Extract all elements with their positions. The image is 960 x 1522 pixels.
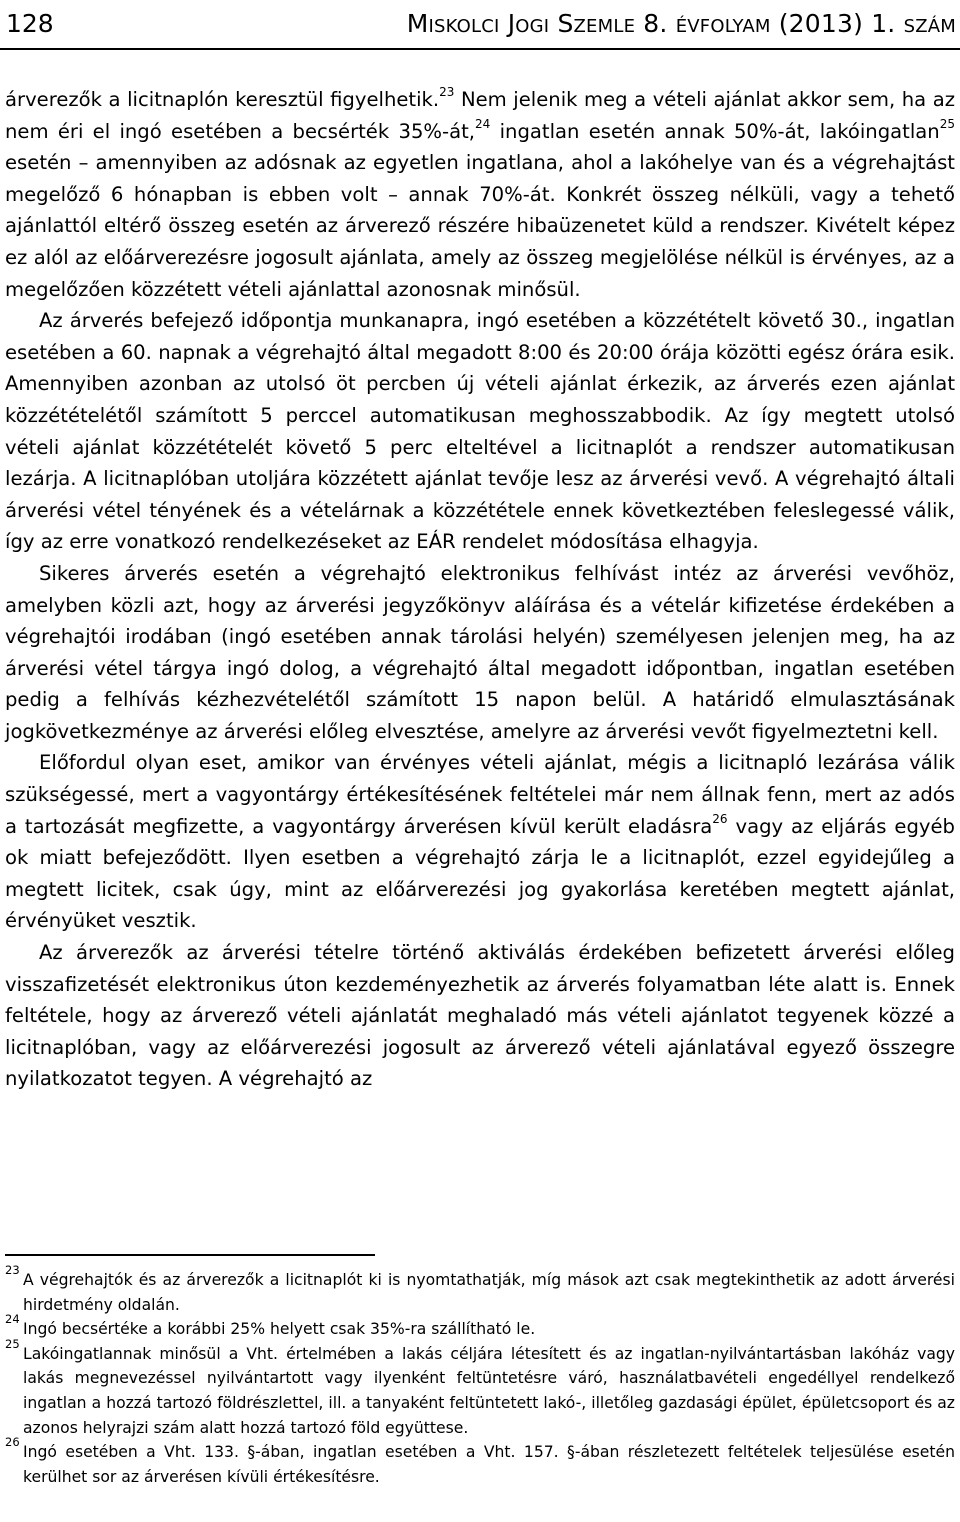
footnote-ref-23: 23 (439, 85, 455, 100)
footnote-number: 26 (5, 1435, 20, 1450)
paragraph-1-text-c: ingatlan esetén annak 50%-át, lakóingatlan (490, 119, 940, 143)
paragraph-4 (5, 747, 955, 937)
paragraph-1-text-b: Nem jelenik meg a vételi ajánlat akkor sem, ha az nem éri el ingó esetében a becsérték 35%-át, (5, 88, 955, 143)
paragraph-1 (5, 84, 955, 305)
footnote-26 (5, 1435, 955, 1489)
footnote-text: A végrehajtók és az árverezők a licitnaplót ki is nyomtathatják, míg mások azt csak megtekinthetik az adott árverési hirdetmény oldalán. (23, 1271, 955, 1314)
paragraph-3: Sikeres árverés esetén a végrehajtó elektronikus felhívást intéz az árverési vevőhöz, amelyben közli azt, hogy az árverési jegyzőkönyv aláírása és a vételár kifizetése érdekében a végrehajtói irodában (ingó esetében annak tárolási helyén) személyesen jelenjen meg, ha az árverési vétel tárgya ingó dolog, a végrehajtó által megadott időpontban, ingatlan esetében pedig a felhívás kézhezvételétől számított 15 napon belül. A határidő elmulasztásának jogkövetkezménye az árverési előleg elvesztése, amelyre az árverési vevőt figyelmeztetni kell. (5, 561, 955, 743)
page-header (6, 4, 956, 44)
footnote-number: 24 (5, 1312, 20, 1327)
footnote-number: 23 (5, 1263, 20, 1277)
footnotes (5, 1263, 955, 1489)
paragraph-1-text-a: árverezők a licitnaplón keresztül figyelhetik. (5, 88, 440, 111)
body-text (5, 84, 955, 1095)
header-rule (0, 48, 960, 50)
footnote-25 (5, 1336, 955, 1440)
footnote-23 (5, 1263, 955, 1317)
paragraph-4-text-a: Előfordul olyan eset, amikor van érvényes vételi ajánlat, mégis a licitnapló lezárása válik szükségessé, mert a vagyontárgy értékesítésének feltételei már nem állnak fenn, mert az adós a tartozását megfizette, a vagyontárgy árverésen kívül került eladásra (5, 751, 955, 838)
footnote-ref-24: 24 (475, 117, 491, 132)
page-number: 128 (6, 9, 54, 38)
footnote-text: Ingó esetében a Vht. 133. §-ában, ingatlan esetében a Vht. 157. §-ában részletezett feltételek teljesülése esetén kerülhet sor az árverésen kívüli értékesítésre. (23, 1443, 955, 1486)
paragraph-5: Az árverezők az árverési tételre történő aktiválás érdekében befizetett árverési előleg visszafizetését elektronikus úton kezdeményezhetik az árverés folyamatban léte alatt is. Ennek feltétele, hogy az árverező vételi ajánlatát meghaladó más vételi ajánlatot tegyenek közzé a licitnaplóban, vagy az előárverezési jogosult az árverező vételi ajánlatával egyező összegre nyilatkozatot tegyen. A végrehajtó az (5, 941, 955, 1091)
footnote-text: Lakóingatlannak minősül a Vht. értelmében a lakás céljára létesített és az ingatlan-nyilvántartásban lakóház vagy lakás megnevezéssel nyilvántartott vagy ilyenként feltüntetésre váró, használatbavételi engedéllyel rendelkező ingatlan a hozzá tartozó földrészlettel, ill. a tanyaként feltüntetett lakó-, illetőleg gazdasági épület, épületcsoport és az azonos helyrajzi szám alatt hozzá tartozó föld együttese. (23, 1344, 955, 1437)
journal-title: Miskolci Jogi Szemle 8. évfolyam (2013) 1. szám (406, 9, 956, 38)
paragraph-4-text-b: vagy az eljárás egyéb ok miatt befejeződött. Ilyen esetben a végrehajtó zárja le a licitnaplót, ezzel egyidejűleg a megtett licitek, csak úgy, mint az előárverezési jog gyakorlása keretében megtett ajánlat, érvényüket vesztik. (5, 814, 955, 933)
footnote-number: 25 (5, 1336, 20, 1351)
paragraph-2: Az árverés befejező időpontja munkanapra, ingó esetében a közzétételt követő 30., ingatlan esetében a 60. napnak a végrehajtó által megadott 8:00 és 20:00 órája közötti egész órára esik. Amennyiben azonban az utolsó öt percben új vételi ajánlat érkezik, az árverés ezen ajánlat közzétételétől számított 5 perccel automatikusan meghosszabbodik. Az így megtett utolsó vételi ajánlat közzétételét követő 5 perc elteltével a licitnaplót a rendszer automatikusan lezárja. A licitnaplóban utoljára közzétett ajánlat tevője lesz az árverési vevő. A végrehajtó általi árverési vétel tényének és a vételárnak a közzététele ennek következtében feleslegessé válik, így az erre vonatkozó rendelkezéseket az EÁR rendelet módosítása elhagyja. (5, 309, 955, 554)
paragraph-1-text-d: esetén – amennyiben az adósnak az egyetlen ingatlana, ahol a lakóhelye van és a végrehajtást megelőző 6 hónapban is ebben volt – annak 70%-át. Konkrét összeg nélküli, vagy a tehető ajánlattól eltérő összeg esetén az árverező részére hibaüzenetet küld a rendszer. Kivételt képez ez alól az előárverezésre jogosult ajánlata, amely az összeg megjelölése nélkül is érvényes, az a megelőzően közzétett vételi ajánlattal azonosnak minősül. (5, 151, 955, 301)
footnote-ref-25: 25 (939, 117, 955, 132)
footnote-ref-26: 26 (712, 812, 728, 827)
footnote-24 (5, 1312, 955, 1342)
footnote-text: Ingó becsértéke a korábbi 25% helyett csak 35%-ra szállítható le. (23, 1320, 536, 1339)
footnote-separator (5, 1254, 375, 1256)
